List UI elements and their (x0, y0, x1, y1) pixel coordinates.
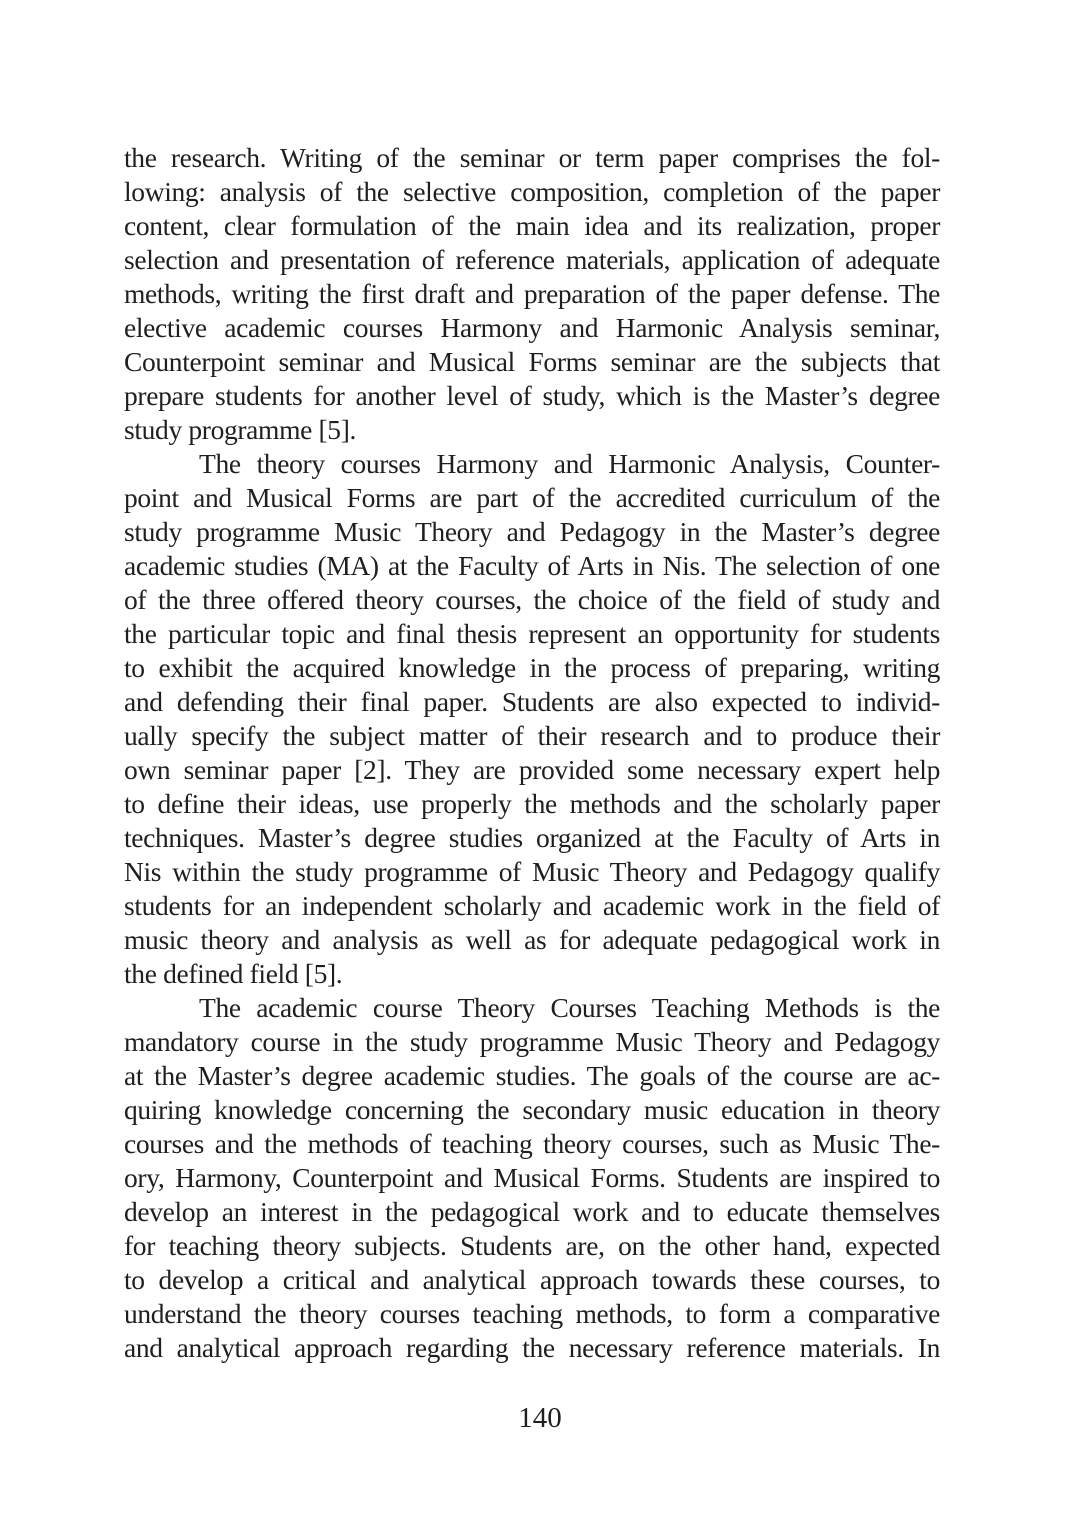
paragraph-3 (124, 991, 940, 1365)
text-line: The academic course Theory Courses Teaching Methods is the (199, 992, 940, 1023)
text-line: for teaching theory subjects. Students are, on the other hand, expected (124, 1230, 940, 1261)
text-line: to develop a critical and analytical approach towards these courses, to (124, 1264, 940, 1295)
text-line: the defined field [5]. (124, 958, 343, 989)
text-line: study programme Music Theory and Pedagogy in the Master’s degree (124, 516, 940, 547)
text-line: ory, Harmony, Counterpoint and Musical Forms. Students are inspired to (124, 1162, 940, 1193)
text-line: elective academic courses Harmony and Harmonic Analysis seminar, (124, 312, 940, 343)
page-number: 140 (518, 1402, 562, 1434)
text-line: develop an interest in the pedagogical work and to educate themselves (124, 1196, 940, 1227)
text-line: own seminar paper [2]. They are provided some necessary expert help (124, 754, 940, 785)
text-line: and defending their final paper. Students are also expected to individ- (124, 686, 940, 717)
text-line: point and Musical Forms are part of the accredited curriculum of the (124, 482, 940, 513)
text-line: to exhibit the acquired knowledge in the process of preparing, writing (124, 652, 940, 683)
text-line: study programme [5]. (124, 414, 357, 445)
text-line: methods, writing the first draft and preparation of the paper defense. The (124, 278, 940, 309)
paragraph-2 (124, 447, 940, 991)
text-line: Counterpoint seminar and Musical Forms seminar are the subjects that (124, 346, 940, 377)
text-line: quiring knowledge concerning the secondary music education in theory (124, 1094, 940, 1125)
text-line: selection and presentation of reference materials, application of adequate (124, 244, 940, 275)
text-line: to define their ideas, use properly the methods and the scholarly paper (124, 788, 940, 819)
text-line: of the three offered theory courses, the choice of the field of study and (124, 584, 940, 615)
text-line: music theory and analysis as well as for adequate pedagogical work in (124, 924, 940, 955)
text-line: the research. Writing of the seminar or term paper comprises the fol- (124, 142, 940, 173)
text-line: lowing: analysis of the selective composition, completion of the paper (124, 176, 940, 207)
text-line: courses and the methods of teaching theory courses, such as Music The- (124, 1128, 940, 1159)
text-line: at the Master’s degree academic studies. The goals of the course are ac- (124, 1060, 940, 1091)
text-line: and analytical approach regarding the necessary reference materials. In (124, 1332, 940, 1363)
text-line: ually specify the subject matter of their research and to produce their (124, 720, 940, 751)
paragraph-1 (124, 141, 940, 447)
text-line: mandatory course in the study programme Music Theory and Pedagogy (124, 1026, 940, 1057)
text-line: content, clear formulation of the main idea and its realization, proper (124, 210, 940, 241)
body-text (124, 141, 940, 1365)
text-line: The theory courses Harmony and Harmonic Analysis, Counter- (199, 448, 940, 479)
text-line: techniques. Master’s degree studies organized at the Faculty of Arts in (124, 822, 940, 853)
text-line: the particular topic and final thesis represent an opportunity for students (124, 618, 940, 649)
text-line: understand the theory courses teaching methods, to form a comparative (124, 1298, 940, 1329)
text-line: Nis within the study programme of Music Theory and Pedagogy qualify (124, 856, 940, 887)
text-line: academic studies (MA) at the Faculty of Arts in Nis. The selection of one (124, 550, 940, 581)
text-line: students for an independent scholarly and academic work in the field of (124, 890, 940, 921)
text-line: prepare students for another level of study, which is the Master’s degree (124, 380, 940, 411)
